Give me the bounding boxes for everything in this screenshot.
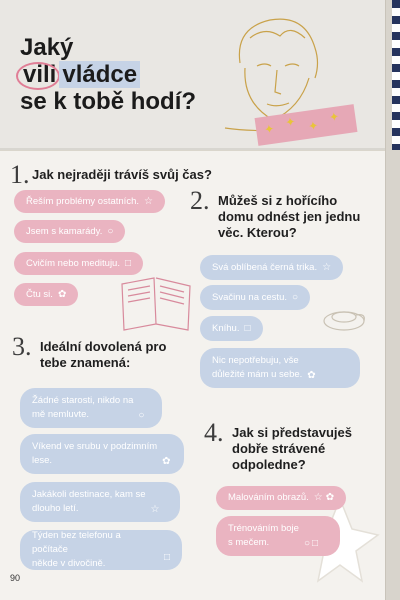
page-title: [20, 34, 196, 115]
answer-pill[interactable]: [20, 434, 184, 474]
answer-text: [212, 354, 302, 382]
title-word-a: vili: [20, 61, 59, 88]
answer-pill[interactable]: [14, 220, 125, 243]
circle-icon: ○: [107, 225, 114, 237]
answer-text: Svačinu na cestu.: [212, 291, 287, 303]
star-icon: ✦: [307, 118, 320, 134]
book-drawing-icon: [118, 272, 194, 334]
question-text-line: dobře strávené: [232, 441, 326, 456]
question-text: [218, 193, 360, 241]
answer-text-line: Jakákoli destinace, kam se: [32, 489, 146, 500]
answer-text: Jsem s kamarády.: [26, 225, 103, 237]
answer-pill[interactable]: [200, 316, 263, 341]
circle-icon: ○: [138, 410, 145, 421]
question-text-line: věc. Kterou?: [218, 225, 297, 240]
answer-pill[interactable]: [20, 530, 182, 570]
answer-pill[interactable]: [216, 516, 340, 556]
question-number: 2.: [190, 186, 210, 215]
answer-pill[interactable]: [20, 388, 162, 428]
star-icon: ✦: [284, 114, 297, 130]
answer-text-line: Víkend ve srubu v podzimním: [32, 441, 158, 452]
answer-text: [32, 440, 157, 468]
answer-text: Cvičím nebo medituju.: [26, 257, 120, 269]
page-number: 90: [10, 573, 21, 583]
teacup-drawing-icon: [320, 295, 370, 345]
flower-icon: ✿: [57, 288, 67, 300]
title-line-3: se k tobě hodí?: [20, 88, 197, 115]
question-text: [40, 339, 166, 371]
answer-text-line: dlouho letí.: [32, 503, 79, 514]
question-text-line: Můžeš si z hořícího: [218, 193, 338, 208]
star-icon: ☆: [322, 261, 332, 273]
title-line-2: [20, 61, 196, 88]
answer-text-line: mě nemluvte.: [32, 409, 90, 420]
question-text-line: Ideální dovolená pro: [40, 339, 167, 354]
stripe-decoration: [392, 0, 400, 150]
square-icon: □: [244, 322, 251, 334]
answer-text: Kníhu.: [212, 322, 240, 334]
answer-text: Čtu si.: [26, 288, 53, 300]
answer-text-line: Žádné starosti, nikdo na: [32, 395, 134, 406]
circle-icon: ○: [292, 291, 299, 303]
question-text-line: odpoledne?: [232, 457, 306, 472]
question-text-line: Jak si představuješ: [232, 425, 352, 440]
answer-pill[interactable]: [14, 283, 78, 306]
question-text: Jak nejraději trávíš svůj čas?: [32, 167, 212, 182]
answer-text: Svá oblíbená černá trika.: [212, 261, 318, 273]
flower-icon: ✿: [162, 456, 171, 467]
answer-pill[interactable]: [14, 190, 165, 213]
star-icon: ✦: [263, 121, 276, 137]
star-icon: ☆: [144, 195, 153, 207]
flower-icon: ✿: [325, 492, 335, 503]
square-icon: □: [163, 552, 170, 563]
title-line-1: Jaký: [20, 34, 74, 61]
answer-text: Malováním obrazů.: [228, 492, 309, 503]
flower-icon: ✿: [307, 370, 316, 381]
question-number: 4.: [204, 418, 224, 447]
circle-icon: ○: [303, 538, 310, 549]
square-icon: □: [311, 538, 319, 549]
answer-pill[interactable]: [200, 348, 360, 388]
answer-text: Řeším problémy ostatních.: [26, 195, 139, 207]
answer-text-line: někde v divočině.: [32, 558, 106, 569]
question-number: 3.: [12, 332, 32, 361]
star-icon: ✦: [328, 109, 341, 125]
question-number: 1.: [10, 160, 30, 189]
answer-text: [32, 529, 159, 571]
star-icon: ☆: [150, 504, 160, 515]
answer-text-line: s mečem.: [228, 537, 270, 548]
answer-pill[interactable]: [20, 482, 180, 522]
answer-text: [32, 394, 133, 422]
divider: [0, 150, 386, 151]
answer-pill[interactable]: [216, 486, 346, 510]
answer-pill[interactable]: [200, 285, 310, 310]
star-icon: ☆: [313, 492, 323, 503]
answer-text-line: Trénováním boje: [228, 523, 299, 534]
answer-text: [32, 488, 146, 516]
square-icon: □: [124, 257, 132, 269]
answer-text-line: Týden bez telefonu a počítače: [32, 530, 121, 555]
answer-text-line: Nic nepotřebuju, vše: [212, 355, 299, 366]
answer-text-line: lese.: [32, 455, 53, 466]
answer-text-line: důležité mám u sebe.: [212, 369, 303, 380]
question-text: [232, 425, 352, 473]
title-word-b: vládce: [59, 61, 140, 88]
answer-pill[interactable]: [200, 255, 343, 280]
answer-text: [228, 522, 299, 550]
question-text-line: domu odnést jen jednu: [218, 209, 361, 224]
question-text-line: tebe znamená:: [40, 355, 131, 370]
